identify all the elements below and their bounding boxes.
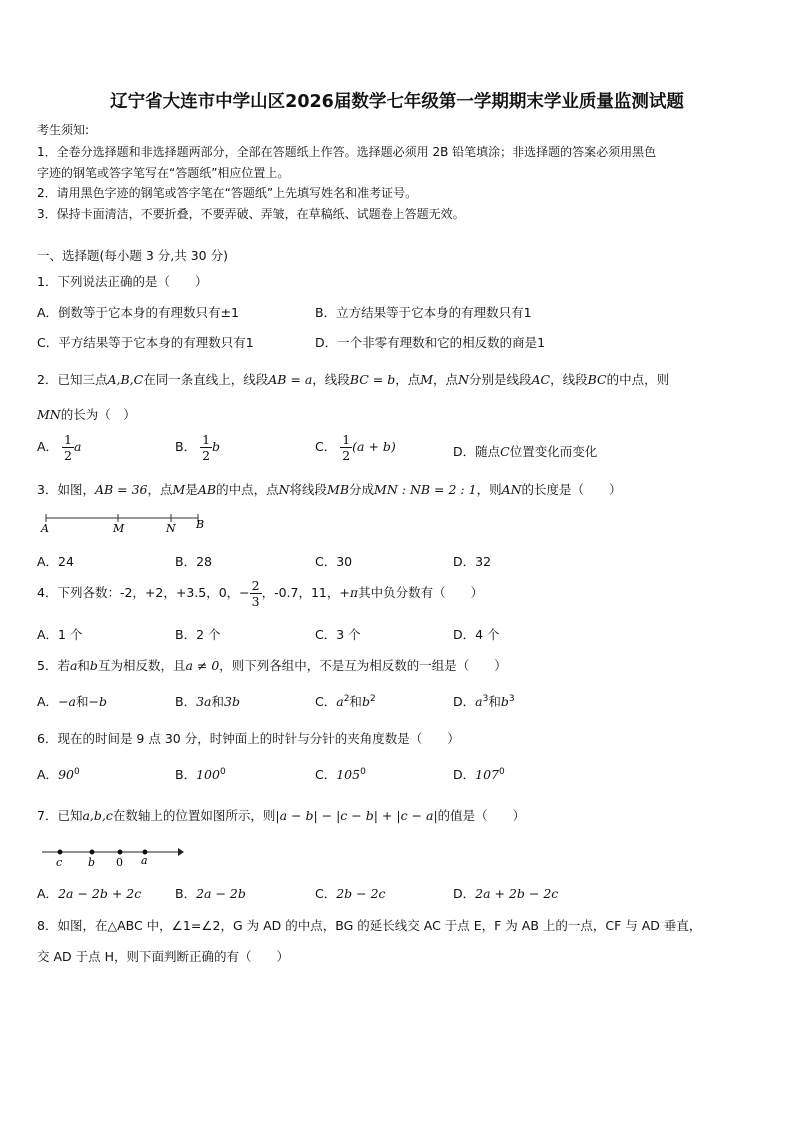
q5-option-b: B．3a和3b	[175, 694, 240, 709]
q1-option-a: A．倒数等于它本身的有理数只有±1	[37, 305, 239, 320]
axis-label-b: b	[88, 856, 96, 868]
q4-option-c: C．3 个	[315, 627, 361, 642]
q7-stem: 7．已知a,b,c在数轴上的位置如图所示，则|a − b| − |c − b| + |c − a|的值是（ ）	[37, 808, 526, 823]
q2-text: 2．已知三点	[37, 372, 108, 387]
q7-option-d: D．2a + 2b − 2c	[453, 886, 559, 901]
q6-stem: 6．现在的时间是 9 点 30 分，时钟面上的时针与分针的夹角度数是（ ）	[37, 731, 460, 746]
q2-text: 的长为（ ）	[60, 407, 136, 422]
q7-number-line	[40, 842, 185, 868]
q5-option-a: A．−a和−b	[37, 694, 107, 709]
q2-bc2: BC	[587, 372, 607, 387]
q2-option-b: B． $\frac{1}{2}$ b	[175, 432, 221, 463]
q4-option-b: B．2 个	[175, 627, 221, 642]
q2-stem-line2	[37, 405, 136, 423]
q2-text: 在同一条直线上，线段	[143, 372, 269, 387]
q2-ab: AB = a	[268, 372, 313, 387]
q6-option-b: B．$100^0$	[175, 766, 226, 782]
axis-label-a: a	[141, 854, 148, 867]
q3-option-b: B．28	[175, 554, 212, 569]
q5-stem: 5．若a和b互为相反数，且a ≠ 0，则下列各组中，不是互为相反数的一组是（ ）	[37, 658, 507, 673]
q6-option-d: D．$107^0$	[453, 766, 505, 782]
q2-ac: AC	[531, 372, 551, 387]
point-m-label: M	[113, 522, 125, 535]
q3-option-c: C．30	[315, 554, 353, 569]
axis-label-zero: 0	[116, 856, 123, 868]
page-title: 辽宁省大连市中学山区2026届数学七年级第一学期期末学业质量监测试题	[110, 92, 684, 112]
q4-option-d: D．4 个	[453, 627, 500, 642]
q2-text: ，线段	[550, 372, 588, 387]
q2-option-a: A． $\frac{1}{2}$ a	[37, 432, 82, 463]
q2-stem-line1	[37, 370, 669, 388]
q7-option-b: B．2a − 2b	[175, 886, 246, 901]
q2-text: ，点	[433, 372, 459, 387]
q3-stem: 3．如图，AB = 36，点M是AB的中点，点N将线段MB分成MN : NB = 2 : 1，则AN的长度是（ ）	[37, 482, 622, 497]
q2-n: N	[458, 372, 469, 387]
notice-line-1b: 字迹的钢笔或答字笔写在“答题纸”相应位置上。	[37, 166, 290, 180]
q7-option-c: C．2b − 2c	[315, 886, 386, 901]
q4-option-a: A．1 个	[37, 627, 83, 642]
q5-option-d: D．$a^3$和$b^3$	[453, 693, 515, 709]
q2-text: 分别是线段	[469, 372, 532, 387]
q2-mn: MN	[37, 407, 61, 422]
q6-option-a: A．$90^0$	[37, 766, 80, 782]
q2-option-d: D．随点C位置变化而变化	[453, 444, 598, 459]
section-heading: 一、选择题(每小题 3 分,共 30 分)	[37, 248, 228, 263]
fraction: $\frac{1}{2}$	[342, 432, 351, 463]
q2-bc: BC = b	[349, 372, 396, 387]
q2-text: 的中点，则	[606, 372, 670, 387]
q2-m: M	[420, 372, 434, 387]
q5-option-c: C．$a^2$和$b^2$	[315, 693, 376, 709]
q1-option-b: B．立方结果等于它本身的有理数只有1	[315, 305, 532, 320]
fraction: $\frac{1}{2}$	[64, 432, 72, 463]
q3-segment-figure	[38, 510, 208, 536]
q4-stem: 4．下列各数：-2，+2，+3.5，0，− $\frac{2}{3}$ ，-0.7，11，+π其中负分数有（ ）	[37, 578, 484, 609]
point-b-label: B	[196, 518, 205, 531]
q3-option-d: D．32	[453, 554, 492, 569]
q1-option-c: C．平方结果等于它本身的有理数只有1	[37, 335, 254, 350]
notice-line-3: 3．保持卡面清洁，不要折叠，不要弄破、弄皱，在草稿纸、试题卷上答题无效。	[37, 207, 465, 221]
fraction: $\frac{1}{2}$	[202, 432, 211, 463]
notice-line-1a: 1．全卷分选择题和非选择题两部分，全部在答题纸上作答。选择题必须用 2B 铅笔填涂；非选择题的答案必须用黑色	[37, 145, 657, 159]
point-n-label: N	[166, 522, 176, 535]
q6-option-c: C．$105^0$	[315, 766, 366, 782]
q3-option-a: A．24	[37, 554, 74, 569]
q8-stem-line2: 交 AD 于点 H，则下面判断正确的有（ ）	[37, 949, 289, 964]
q1-option-d: D．一个非零有理数和它的相反数的商是1	[315, 335, 546, 350]
q8-stem-line1: 8．如图，在△ABC 中，∠1=∠2，G 为 AD 的中点，BG 的延长线交 AC 于点 E，F 为 AB 上的一点，CF 与 AD 垂直，	[37, 918, 702, 933]
notice-line-2: 2．请用黑色字迹的钢笔或答字笔在“答题纸”上先填写姓名和准考证号。	[37, 186, 418, 200]
q2-points: A,B,C	[107, 372, 144, 387]
q1-stem: 1．下列说法正确的是（ ）	[37, 274, 208, 289]
q2-text: ，线段	[312, 372, 350, 387]
notice-heading: 考生须知:	[37, 123, 90, 137]
point-a-label: A	[41, 522, 49, 535]
axis-label-c: c	[56, 856, 63, 868]
q2-option-c: C． $\frac{1}{2}$ (a + b)	[315, 432, 396, 463]
fraction: $\frac{2}{3}$	[251, 578, 260, 609]
q7-option-a: A．2a − 2b + 2c	[37, 886, 142, 901]
q2-text: ，点	[395, 372, 421, 387]
